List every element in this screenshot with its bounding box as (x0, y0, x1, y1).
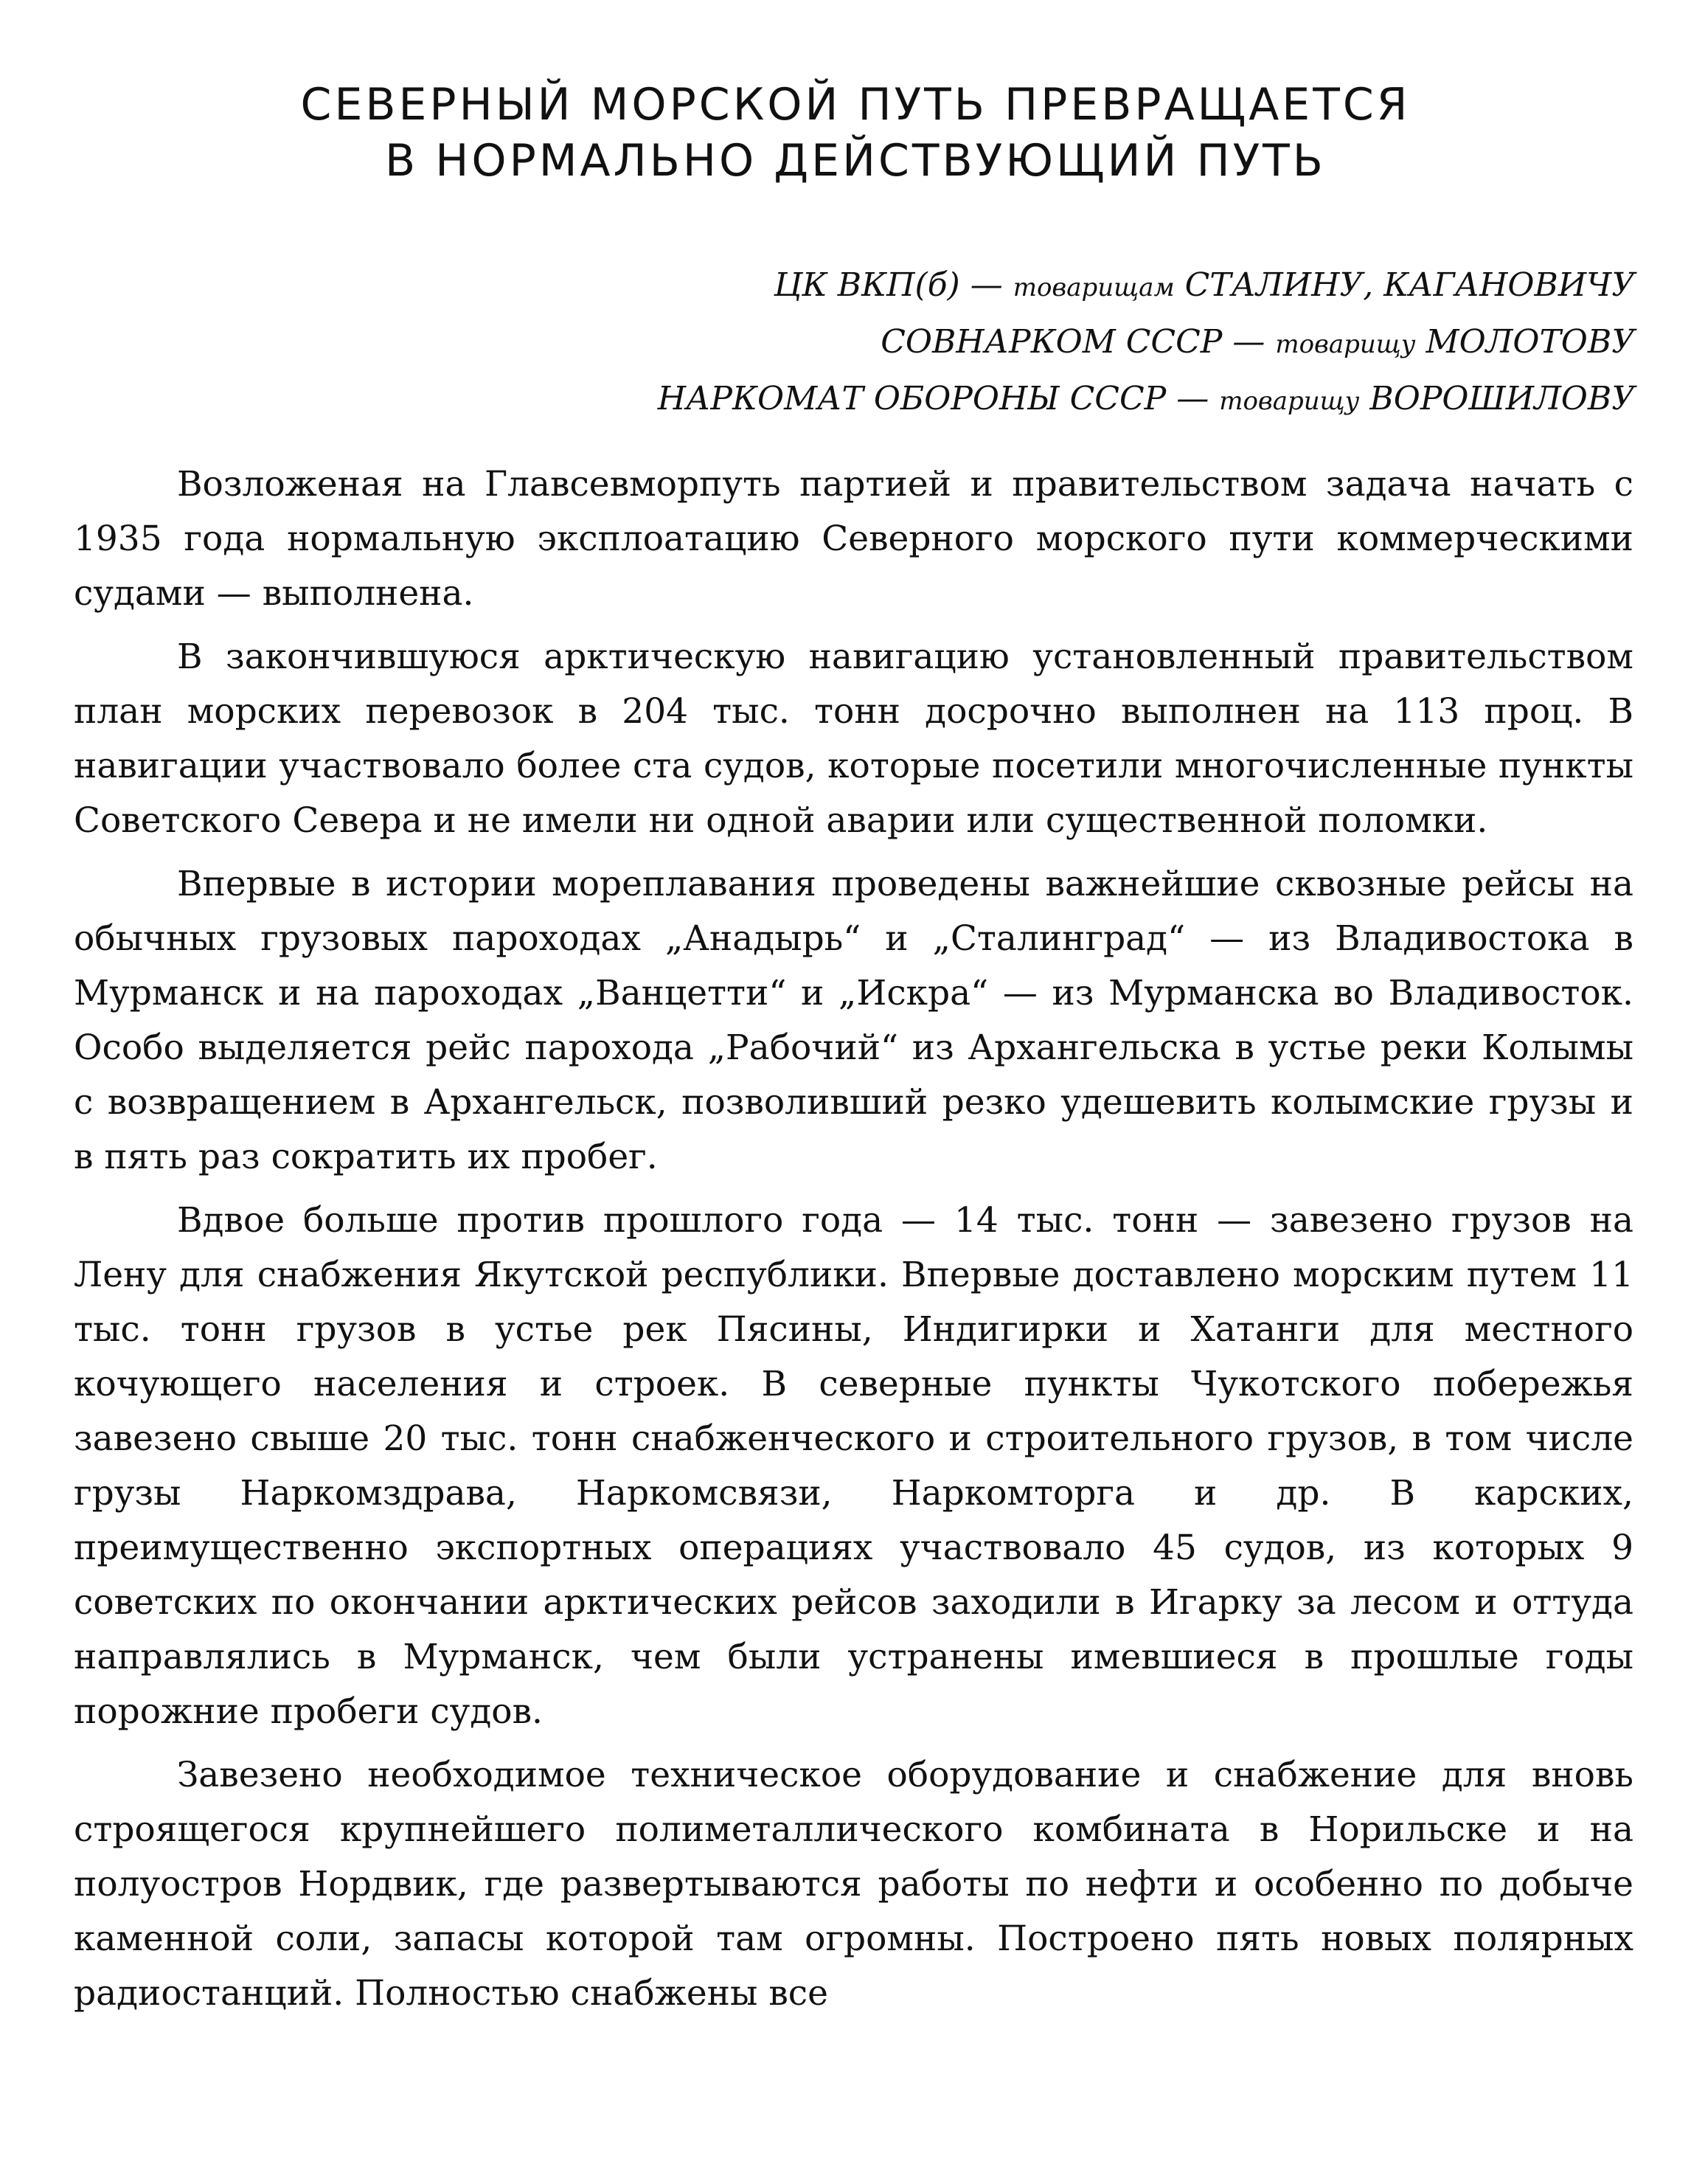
addressee-names: МОЛОТОВУ (1426, 323, 1635, 361)
paragraph: Вдвое больше против прошлого года — 14 тыс. тонн — завезено грузов на Лену для снабжения Якутской республики. Впервые доставлено морским путем 11 тыс. тонн грузов в устье рек Пясины, Индигирки и Хатанги для местного кочующего населения и строек. В северные пункты Чукотского побережья завезено свыше 20 тыс. тонн снабженческого и строительного грузов, в том числе грузы Наркомздрава, Наркомсвязи, Наркомторга и др. В карских, преимущественно экспортных операциях участвовало 45 судов, из которых 9 советских по окончании арктических рейсов заходили в Игарку за лесом и оттуда направлялись в Мурманск, чем были устранены имевшиеся в прошлые годы порожние пробеги судов. (74, 1200, 1633, 1732)
title-line-1: СЕВЕРНЫЙ МОРСКОЙ ПУТЬ ПРЕВРАЩАЕТСЯ (300, 79, 1411, 131)
addressee-line (381, 315, 1635, 372)
addressee-names: СТАЛИНУ, КАГАНОВИЧУ (1184, 266, 1635, 304)
addressee-line (381, 258, 1635, 315)
addressee-salutation: товарищу (1275, 330, 1416, 359)
title-line-2: В НОРМАЛЬНО ДЕЙСТВУЮЩИЙ ПУТЬ (385, 135, 1326, 187)
addressee-dash: — (1166, 380, 1220, 417)
paragraph: Завезено необходимое техническое оборудование и снабжение для вновь строящегося крупнейшего полиметаллического комбината в Норильске и на полуостров Нордвик, где развертываются работы по нефти и особенно по добыче каменной соли, запасы которой там огромны. Построено пять новых полярных радиостанций. Полностью снабжены все (74, 1755, 1633, 2014)
addressee-dash: — (959, 266, 1013, 304)
addressee-dash: — (1222, 323, 1276, 361)
body-text (74, 457, 1633, 2030)
paragraph: Возложеная на Главсевморпуть партией и правительством задача начать с 1935 года нормальную эксплоатацию Северного морского пути коммерческими судами — выполнена. (74, 464, 1633, 614)
addressee-salutation: товарищу (1219, 386, 1360, 416)
addressee-line (381, 372, 1635, 429)
addressee-names: ВОРОШИЛОВУ (1369, 380, 1635, 417)
paragraph: Впервые в истории мореплавания проведены важнейшие сквозные рейсы на обычных грузовых пароходах „Анадырь“ и „Сталинград“ — из Владивостока в Мурманск и на пароходах „Ванцетти“ и „Искра“ — из Мурманска во Владивосток. Особо выделяется рейс парохода „Рабочий“ из Архангельска в устье реки Колымы с возвращением в Архангельск, позволивший резко удешевить колымские грузы и в пять раз сократить их пробег. (74, 864, 1633, 1177)
addressee-org: ЦК ВКП(б) (774, 266, 960, 304)
addressee-salutation: товарищам (1013, 273, 1175, 302)
addressee-block (381, 258, 1635, 429)
paragraph: В закончившуюся арктическую навигацию установленный правительством план морских перевозок в 204 тыс. тонн досрочно выполнен на 113 проц. В навигации участвовало более ста судов, которые посетили многочисленные пункты Советского Севера и не имели ни одной аварии или существенной поломки. (74, 637, 1633, 841)
addressee-org: НАРКОМАТ ОБОРОНЫ СССР (657, 380, 1167, 417)
addressee-org: СОВНАРКОМ СССР (881, 323, 1223, 361)
